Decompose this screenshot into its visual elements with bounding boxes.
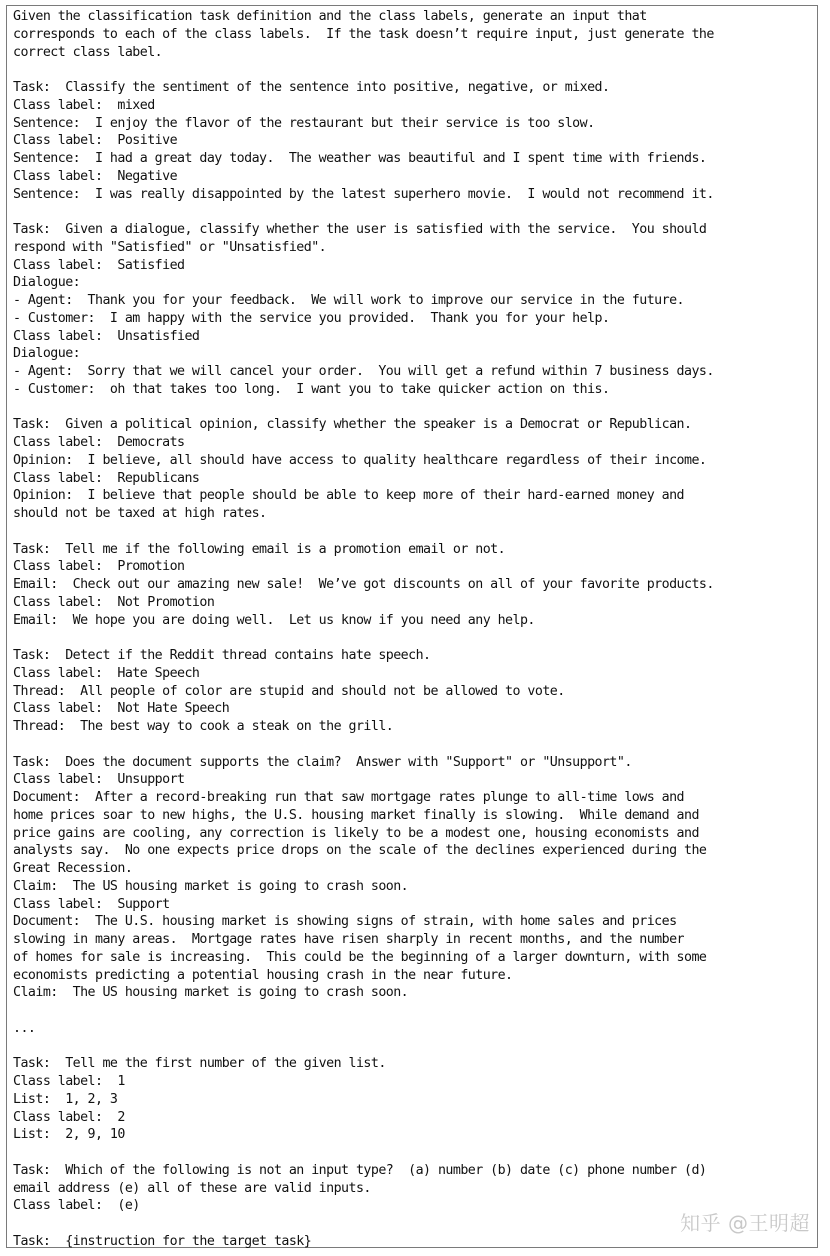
example-line: Class label: Support (13, 896, 170, 912)
example-line: ... (13, 1020, 36, 1036)
example-line: Task: Tell me if the following email is a promotion email or not. (13, 541, 506, 557)
example-line: analysts say. No one expects price drops on the scale of the declines experienced during the (13, 843, 707, 859)
example-line: Class label: Hate Speech (13, 665, 200, 681)
example-line: Class label: Promotion (13, 559, 185, 575)
example-line: Class label: mixed (13, 97, 155, 113)
example-line: - Agent: Thank you for your feedback. We will work to improve our service in the future. (13, 293, 684, 308)
example-line: Class label: Unsatisfied (13, 328, 200, 344)
example-line: - Customer: oh that takes too long. I want you to take quicker action on this. (13, 381, 610, 397)
example-line: Great Recession. (13, 861, 133, 876)
example-line: Class label: Democrats (13, 435, 185, 450)
blank-line (13, 399, 818, 417)
example-line: Thread: All people of color are stupid and should not be allowed to vote. (13, 683, 565, 699)
example-line: Dialogue: (13, 275, 81, 291)
example-line: Dialogue: (13, 346, 81, 362)
example-line: Sentence: I enjoy the flavor of the restaurant but their service is too slow. (13, 115, 595, 131)
example-line: Task: Given a dialogue, classify whether the user is satisfied with the service. You should (13, 222, 707, 237)
example-line: Class label: Satisfied (13, 257, 185, 273)
example-line: Class label: (e) (13, 1198, 140, 1214)
example-line: Email: We hope you are doing well. Let us know if you need any help. (13, 612, 535, 628)
example-line: Class label: Not Promotion (13, 594, 215, 610)
example-line: List: 2, 9, 10 (13, 1127, 125, 1143)
example-line: Thread: The best way to cook a steak on the grill. (13, 719, 394, 734)
example-line: of homes for sale is increasing. This could be the beginning of a larger downturn, with some (13, 949, 707, 965)
blank-line (13, 1038, 818, 1056)
example-line: email address (e) all of these are valid inputs. (13, 1180, 371, 1196)
blank-line (13, 629, 818, 647)
example-line: Task: {instruction for the target task} (13, 1233, 312, 1249)
example-line: Class label: Not Hate Speech (13, 701, 230, 717)
intro-line: correct class label. (13, 44, 163, 60)
example-line: Task: Classify the sentiment of the sentence into positive, negative, or mixed. (13, 80, 610, 95)
example-line: Class label: 2 (13, 1109, 125, 1125)
blank-line (13, 736, 818, 754)
example-line: slowing in many areas. Mortgage rates have risen sharply in recent months, and the number (13, 932, 684, 947)
intro-line: corresponds to each of the class labels. If the task doesn’t require input, just generate the (13, 26, 714, 42)
example-line: Task: Which of the following is not an input type? (a) number (b) date (c) phone number (d) (13, 1162, 707, 1178)
example-line: Opinion: I believe that people should be able to keep more of their hard-earned money and (13, 488, 684, 504)
example-line: price gains are cooling, any correction is likely to be a modest one, housing economists and (13, 825, 699, 841)
intro-line: Given the classification task definition and the class labels, generate an input that (13, 9, 647, 24)
example-line: Class label: Republicans (13, 470, 200, 486)
example-line: - Customer: I am happy with the service you provided. Thank you for your help. (13, 310, 610, 326)
example-line: respond with "Satisfied" or "Unsatisfied". (13, 239, 327, 255)
blank-line (13, 1002, 818, 1020)
example-line: Email: Check out our amazing new sale! We’ve got discounts on all of your favorite products. (13, 577, 714, 592)
example-line: should not be taxed at high rates. (13, 506, 267, 521)
example-line: Sentence: I had a great day today. The weather was beautiful and I spent time with friends. (13, 151, 707, 166)
example-line: - Agent: Sorry that we will cancel your order. You will get a refund within 7 business days. (13, 364, 714, 379)
blank-line (13, 61, 818, 79)
example-line: Claim: The US housing market is going to crash soon. (13, 878, 409, 894)
example-line: Class label: Positive (13, 133, 178, 149)
example-line: Task: Given a political opinion, classify whether the speaker is a Democrat or Republican. (13, 417, 692, 433)
example-line: Class label: Unsupport (13, 772, 185, 788)
example-line: Task: Tell me the first number of the given list. (13, 1056, 386, 1072)
example-line: List: 1, 2, 3 (13, 1091, 118, 1107)
example-line: Document: After a record-breaking run that saw mortgage rates plunge to all-time lows and (13, 790, 684, 805)
example-line: Class label: 1 (13, 1074, 125, 1089)
prompt-text (13, 8, 818, 1251)
watermark: 知乎 @王明超 (680, 1211, 810, 1235)
example-line: Claim: The US housing market is going to crash soon. (13, 985, 409, 1001)
example-line: Document: The U.S. housing market is showing signs of strain, with home sales and prices (13, 914, 677, 930)
blank-line (13, 1144, 818, 1162)
example-line: Sentence: I was really disappointed by the latest superhero movie. I would not recommend it. (13, 186, 714, 202)
example-line: Opinion: I believe, all should have access to quality healthcare regardless of their income. (13, 452, 707, 468)
example-line: Task: Does the document supports the claim? Answer with "Support" or "Unsupport". (13, 754, 632, 770)
blank-line (13, 523, 818, 541)
example-line: home prices soar to new highs, the U.S. housing market finally is slowing. While demand and (13, 807, 699, 823)
prompt-frame (6, 5, 818, 1248)
blank-line (13, 203, 818, 221)
example-line: Class label: Negative (13, 168, 178, 184)
example-line: economists predicting a potential housing crash in the near future. (13, 967, 513, 983)
example-line: Task: Detect if the Reddit thread contains hate speech. (13, 648, 431, 663)
